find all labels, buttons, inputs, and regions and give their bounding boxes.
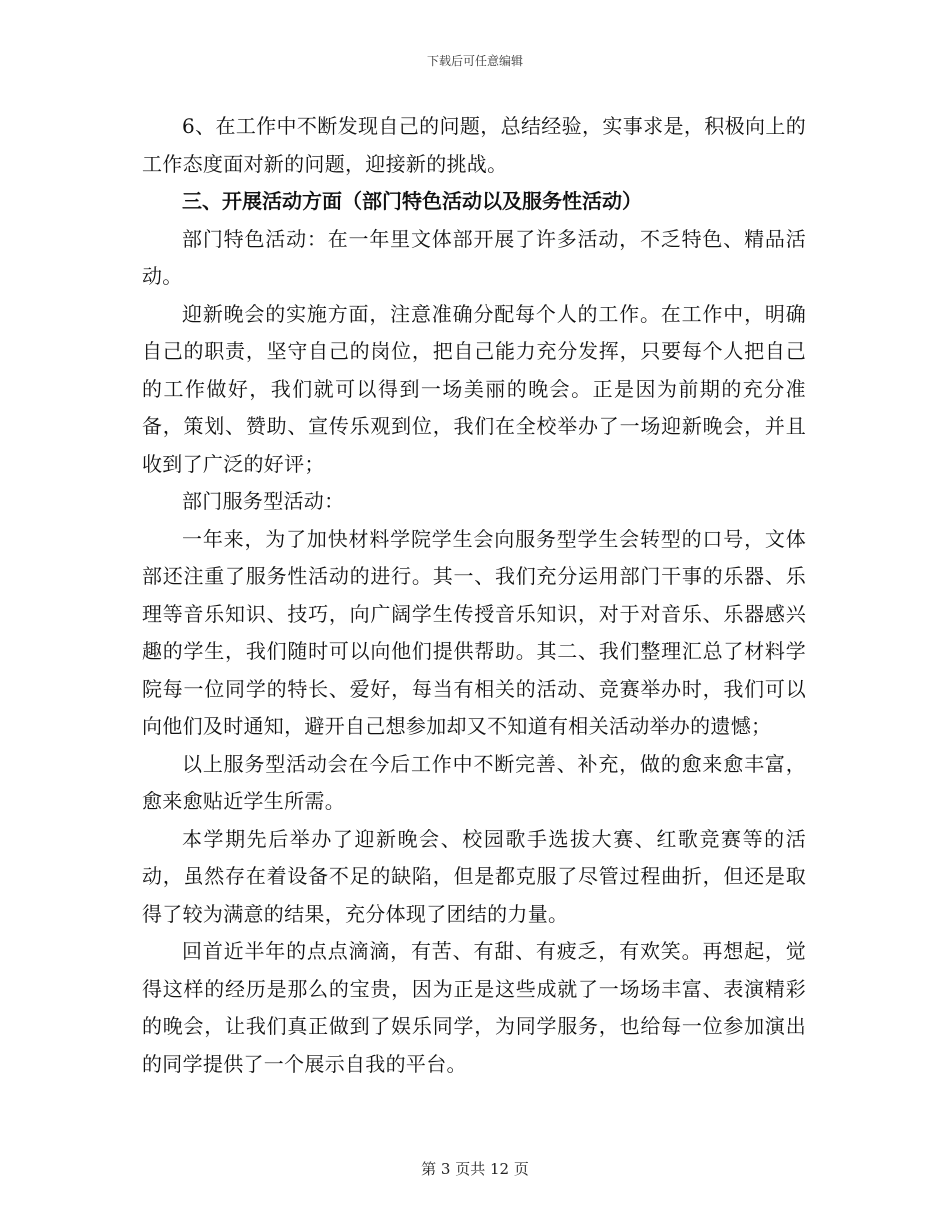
header-note: 下载后可任意编辑 <box>426 54 523 68</box>
paragraph-welcome-party: 迎新晚会的实施方面，注意准确分配每个人的工作。在工作中，明确自己的职责，坚守自己的岗位，把自己能力充分发挥，只要每个人把自己的工作做好，我们就可以得到一场美丽的晚会。正是因为前期的充分准备，策划、赞助、宣传乐观到位，我们在全校举办了一场迎新晚会，并且收到了广泛的好评； <box>142 301 806 476</box>
paragraph-service-activities-label: 部门服务型活动： <box>182 489 345 513</box>
page-number: 第 3 页共 12 页 <box>421 1160 529 1178</box>
section-heading-activities: 三、开展活动方面（部门特色活动以及服务性活动） <box>182 189 642 213</box>
paragraph-semester-events: 本学期先后举办了迎新晚会、校园歌手选拔大赛、红歌竞赛等的活动，虽然存在着设备不足的缺陷，但是都克服了尽管过程曲折，但还是取得了较为满意的结果，充分体现了团结的力量。 <box>142 826 806 926</box>
paragraph-featured-activities: 部门特色活动：在一年里文体部开展了许多活动，不乏特色、精品活动。 <box>142 226 806 288</box>
paragraph-reflection: 回首近半年的点点滴滴，有苦、有甜、有疲乏，有欢笑。再想起，觉得这样的经历是那么的宝贵，因为正是这些成就了一场场丰富、表演精彩的晚会，让我们真正做到了娱乐同学，为同学服务，也给每一位参加演出的同学提供了一个展示自我的平台。 <box>142 939 806 1076</box>
paragraph-improvement: 以上服务型活动会在今后工作中不断完善、补充，做的愈来愈丰富，愈来愈贴近学生所需。 <box>142 751 806 813</box>
paragraph-item-6: 6、在工作中不断发现自己的问题，总结经验，实事求是，积极向上的工作态度面对新的问题，迎接新的挑战。 <box>142 114 806 176</box>
paragraph-service-activities-detail: 一年来，为了加快材料学院学生会向服务型学生会转型的口号，文体部还注重了服务性活动的进行。其一、我们充分运用部门干事的乐器、乐理等音乐知识、技巧，向广阔学生传授音乐知识，对于对音乐、乐器感兴趣的学生，我们随时可以向他们提供帮助。其二、我们整理汇总了材料学院每一位同学的特长、爱好，每当有相关的活动、竞赛举办时，我们可以向他们及时通知，避开自己想参加却又不知道有相关活动举办的遗憾； <box>142 526 806 738</box>
document-body <box>142 108 806 1083</box>
